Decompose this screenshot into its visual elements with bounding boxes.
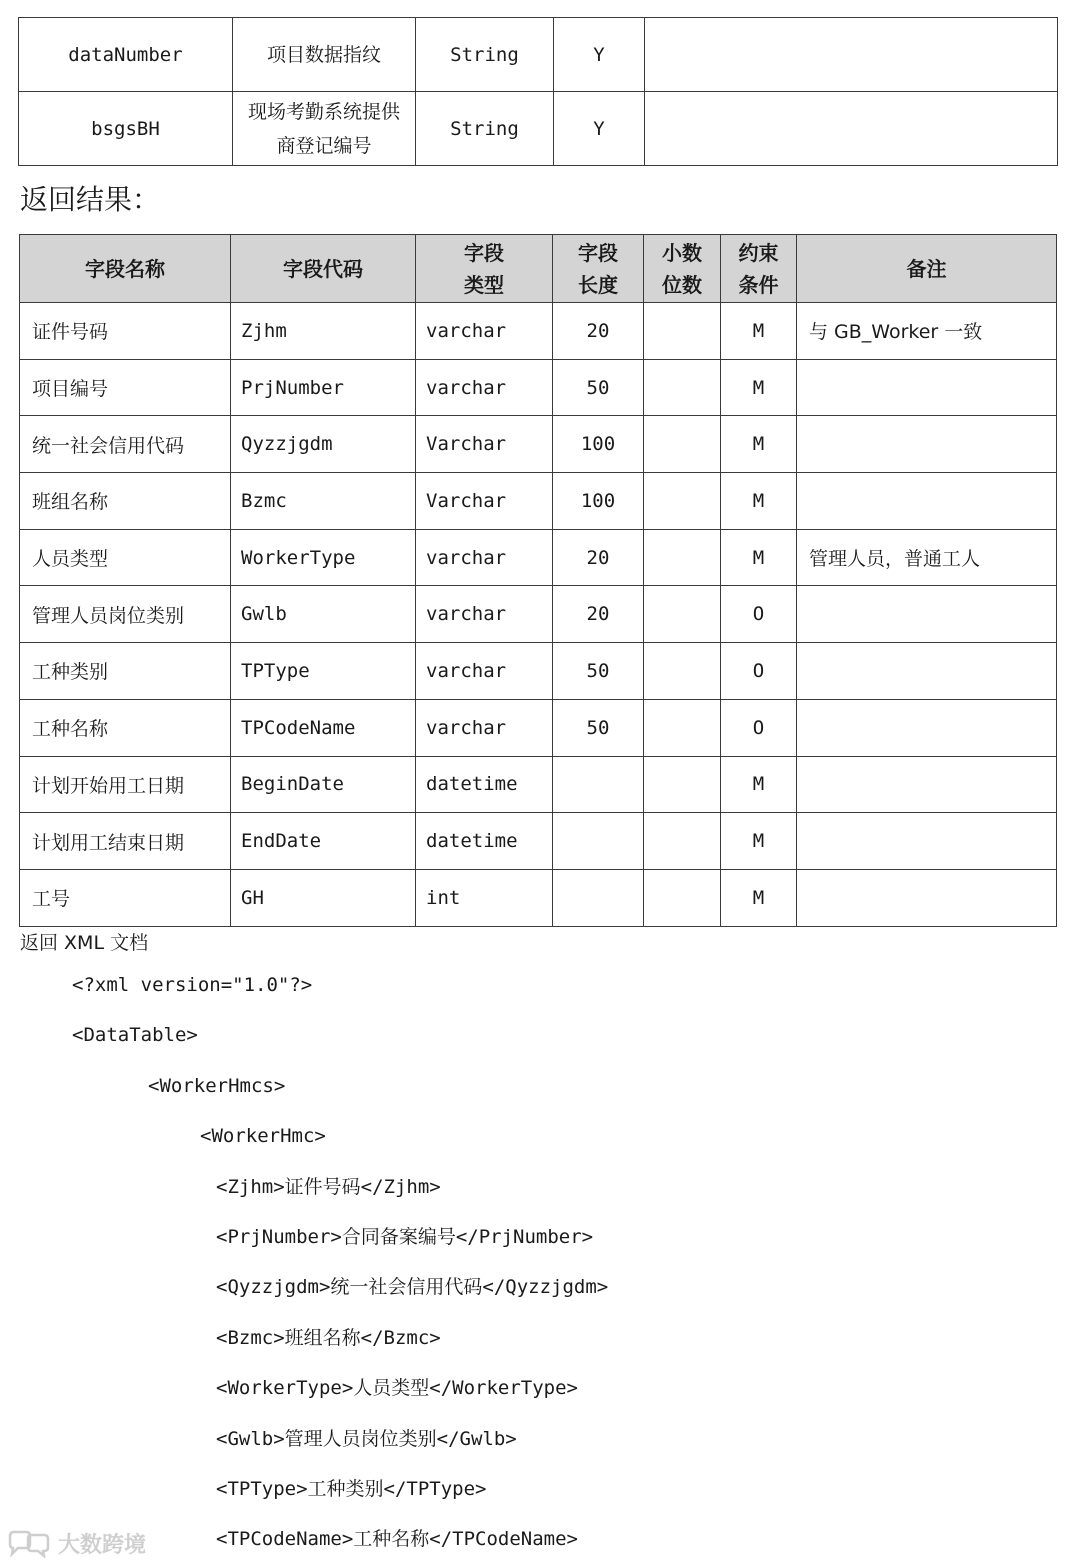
table-row bbox=[20, 643, 1057, 700]
cell-constraint: M bbox=[721, 869, 797, 926]
header-field-code: 字段代码 bbox=[231, 235, 416, 303]
cell-field-name: 计划开始用工日期 bbox=[20, 756, 231, 813]
cell-note bbox=[797, 359, 1057, 416]
table-header-row bbox=[20, 235, 1057, 303]
xml-line: <Gwlb>管理人员岗位类别</Gwlb> bbox=[216, 1427, 517, 1450]
cell-decimals bbox=[644, 586, 721, 643]
cell-field-length: 50 bbox=[553, 699, 644, 756]
cell-field-name: 人员类型 bbox=[20, 529, 231, 586]
cell-note bbox=[797, 586, 1057, 643]
cell-field-code: Qyzzjgdm bbox=[231, 416, 416, 473]
param-code: dataNumber bbox=[19, 18, 233, 92]
header-decimals-line2: 位数 bbox=[662, 272, 702, 297]
cell-decimals bbox=[644, 643, 721, 700]
cell-note bbox=[797, 699, 1057, 756]
param-type: String bbox=[416, 18, 554, 92]
header-field-length-line1: 字段 bbox=[578, 240, 618, 265]
cell-note bbox=[797, 473, 1057, 530]
cell-field-length: 20 bbox=[553, 303, 644, 360]
watermark bbox=[6, 1528, 146, 1559]
cell-decimals bbox=[644, 473, 721, 530]
cell-field-type: varchar bbox=[416, 643, 553, 700]
cell-field-code: GH bbox=[231, 869, 416, 926]
cell-constraint: M bbox=[721, 303, 797, 360]
cell-decimals bbox=[644, 756, 721, 813]
cell-field-code: BeginDate bbox=[231, 756, 416, 813]
cell-constraint: M bbox=[721, 529, 797, 586]
cell-decimals bbox=[644, 699, 721, 756]
xml-line: <Bzmc>班组名称</Bzmc> bbox=[216, 1326, 441, 1349]
param-type: String bbox=[416, 92, 554, 166]
cell-decimals bbox=[644, 813, 721, 870]
table-row bbox=[19, 92, 1058, 166]
cell-field-code: Zjhm bbox=[231, 303, 416, 360]
cell-constraint: O bbox=[721, 643, 797, 700]
cell-note: 与 GB_Worker 一致 bbox=[797, 303, 1057, 360]
param-name: 现场考勤系统提供商登记编号 bbox=[233, 92, 416, 166]
table-row bbox=[20, 586, 1057, 643]
cell-field-length bbox=[553, 813, 644, 870]
param-code: bsgsBH bbox=[19, 92, 233, 166]
cell-decimals bbox=[644, 303, 721, 360]
xml-line: <WorkerHmcs> bbox=[148, 1074, 286, 1097]
param-required: Y bbox=[554, 92, 645, 166]
header-field-length-line2: 长度 bbox=[578, 272, 618, 297]
cell-field-length: 100 bbox=[553, 473, 644, 530]
cell-constraint: M bbox=[721, 756, 797, 813]
xml-line: <?xml version="1.0"?> bbox=[72, 974, 313, 996]
header-constraint bbox=[721, 235, 797, 303]
cell-field-type: varchar bbox=[416, 303, 553, 360]
cell-field-code: TPCodeName bbox=[231, 699, 416, 756]
cell-field-length: 20 bbox=[553, 529, 644, 586]
table-row bbox=[20, 756, 1057, 813]
cell-constraint: M bbox=[721, 813, 797, 870]
xml-line: <TPType>工种类别</TPType> bbox=[216, 1478, 487, 1500]
cell-field-name: 项目编号 bbox=[20, 359, 231, 416]
table-row bbox=[20, 699, 1057, 756]
cell-decimals bbox=[644, 416, 721, 473]
cell-field-code: Bzmc bbox=[231, 473, 416, 530]
cell-field-name: 证件号码 bbox=[20, 303, 231, 360]
cell-decimals bbox=[644, 359, 721, 416]
cell-field-length: 50 bbox=[553, 359, 644, 416]
header-constraint-line2: 条件 bbox=[738, 272, 779, 297]
cell-field-length: 100 bbox=[553, 416, 644, 473]
section-heading: 返回结果： bbox=[20, 183, 161, 216]
param-required: Y bbox=[554, 18, 645, 92]
xml-line: <DataTable> bbox=[72, 1024, 198, 1047]
cell-note: 管理人员，普通工人 bbox=[797, 529, 1057, 586]
cell-note bbox=[797, 416, 1057, 473]
cell-field-code: Gwlb bbox=[231, 586, 416, 643]
result-table-body bbox=[20, 303, 1057, 927]
param-note bbox=[645, 18, 1058, 92]
cell-note bbox=[797, 643, 1057, 700]
cell-field-length: 20 bbox=[553, 586, 644, 643]
table-row bbox=[20, 813, 1057, 870]
xml-caption: 返回 XML 文档 bbox=[20, 932, 149, 954]
header-note: 备注 bbox=[797, 235, 1057, 303]
cell-field-type: int bbox=[416, 869, 553, 926]
xml-line: <TPCodeName>工种名称</TPCodeName> bbox=[216, 1528, 578, 1551]
cell-field-code: WorkerType bbox=[231, 529, 416, 586]
cell-field-type: varchar bbox=[416, 529, 553, 586]
table-row bbox=[20, 529, 1057, 586]
cell-field-type: Varchar bbox=[416, 473, 553, 530]
result-fields-table bbox=[19, 234, 1057, 927]
table-row bbox=[20, 303, 1057, 360]
table-row bbox=[20, 869, 1057, 926]
cell-field-type: Varchar bbox=[416, 416, 553, 473]
cell-decimals bbox=[644, 869, 721, 926]
header-field-type-line1: 字段 bbox=[464, 240, 504, 265]
header-field-type bbox=[416, 235, 553, 303]
cell-note bbox=[797, 869, 1057, 926]
cell-field-type: datetime bbox=[416, 756, 553, 813]
header-decimals bbox=[644, 235, 721, 303]
watermark-text: 大数跨境 bbox=[58, 1533, 147, 1558]
cell-note bbox=[797, 813, 1057, 870]
xml-line: <Zjhm>证件号码</Zjhm> bbox=[216, 1175, 441, 1198]
cell-field-name: 工种名称 bbox=[20, 699, 231, 756]
cell-field-length bbox=[553, 756, 644, 813]
table-row bbox=[20, 359, 1057, 416]
header-field-type-line2: 类型 bbox=[464, 272, 504, 297]
header-field-length bbox=[553, 235, 644, 303]
param-note bbox=[645, 92, 1058, 166]
cell-field-code: EndDate bbox=[231, 813, 416, 870]
table-row bbox=[20, 416, 1057, 473]
header-field-name: 字段名称 bbox=[20, 235, 231, 303]
xml-line: <PrjNumber>合同备案编号</PrjNumber> bbox=[216, 1226, 594, 1248]
xml-line: <WorkerHmc> bbox=[200, 1125, 326, 1148]
cell-field-code: PrjNumber bbox=[231, 359, 416, 416]
params-table bbox=[18, 17, 1058, 166]
cell-field-code: TPType bbox=[231, 643, 416, 700]
cell-field-name: 班组名称 bbox=[20, 473, 231, 530]
cell-field-type: varchar bbox=[416, 586, 553, 643]
cell-field-name: 工号 bbox=[20, 869, 231, 926]
cell-constraint: O bbox=[721, 586, 797, 643]
cell-field-name: 管理人员岗位类别 bbox=[20, 586, 231, 643]
cell-field-name: 统一社会信用代码 bbox=[20, 416, 231, 473]
header-constraint-line1: 约束 bbox=[738, 240, 779, 265]
header-decimals-line1: 小数 bbox=[662, 240, 702, 265]
cell-note bbox=[797, 756, 1057, 813]
cell-constraint: M bbox=[721, 359, 797, 416]
cell-field-length: 50 bbox=[553, 643, 644, 700]
xml-line: <Qyzzjgdm>统一社会信用代码</Qyzzjgdm> bbox=[216, 1276, 609, 1299]
cell-decimals bbox=[644, 529, 721, 586]
cell-constraint: M bbox=[721, 416, 797, 473]
table-row bbox=[19, 18, 1058, 92]
param-name: 项目数据指纹 bbox=[233, 18, 416, 92]
table-row bbox=[20, 473, 1057, 530]
cell-constraint: M bbox=[721, 473, 797, 530]
xml-line: <WorkerType>人员类型</WorkerType> bbox=[216, 1377, 578, 1400]
chat-bubble-logo-icon bbox=[6, 1530, 52, 1558]
cell-field-length bbox=[553, 869, 644, 926]
cell-field-type: varchar bbox=[416, 359, 553, 416]
cell-field-type: varchar bbox=[416, 699, 553, 756]
cell-constraint: O bbox=[721, 699, 797, 756]
cell-field-name: 计划用工结束日期 bbox=[20, 813, 231, 870]
cell-field-type: datetime bbox=[416, 813, 553, 870]
cell-field-name: 工种类别 bbox=[20, 643, 231, 700]
